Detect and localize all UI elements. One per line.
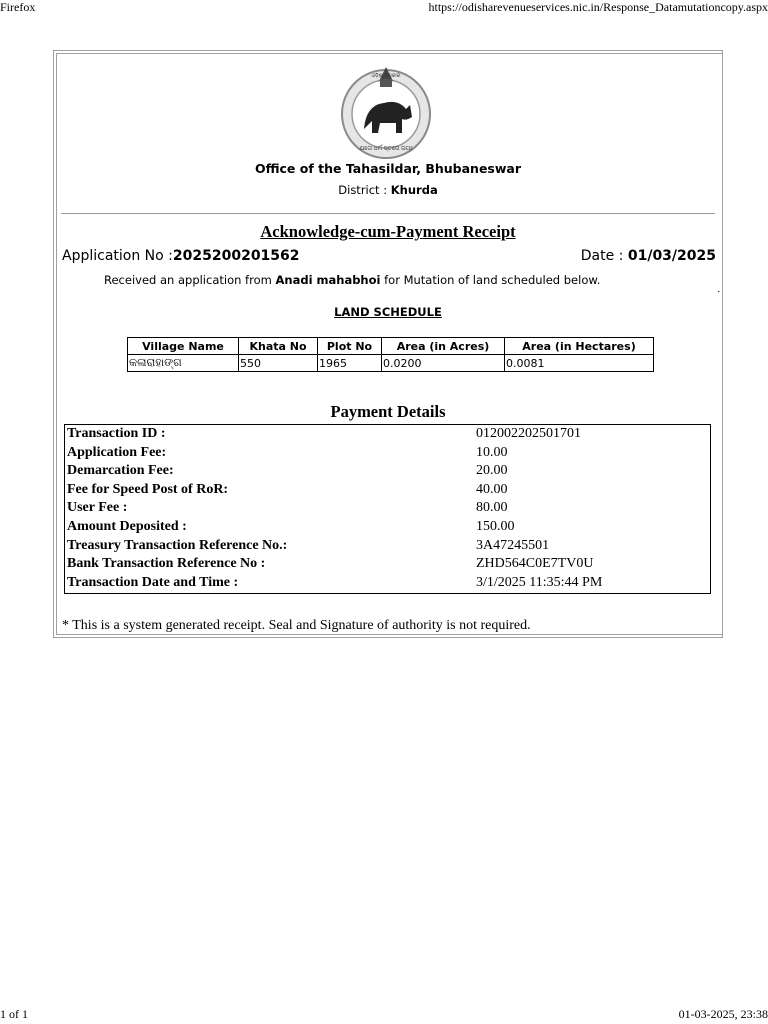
cell-plot-no: 1965	[318, 355, 382, 372]
land-schedule-table	[127, 337, 654, 372]
transaction-datetime-label: Transaction Date and Time :	[67, 574, 239, 590]
receipt-title: Acknowledge-cum-Payment Receipt	[260, 222, 516, 241]
transaction-id-value: 012002202501701	[476, 426, 581, 441]
treasury-ref-label: Treasury Transaction Reference No.:	[67, 537, 288, 553]
user-fee-label: User Fee :	[67, 500, 128, 516]
date-label: Date :	[580, 248, 628, 264]
transaction-id-label: Transaction ID :	[67, 426, 166, 441]
office-name: Office of the Tahasildar, Bhubaneswar	[254, 161, 522, 176]
user-fee-value: 80.00	[476, 500, 508, 516]
received-prefix: Received an application from	[104, 273, 276, 287]
district-line	[57, 183, 719, 197]
speed-post-fee-value: 40.00	[476, 481, 508, 497]
page-url: https://odisharevenueservices.nic.in/Response_Datamutationcopy.aspx	[428, 0, 768, 14]
table-header-row	[128, 338, 654, 355]
payment-details-title: Payment Details	[330, 402, 446, 421]
svg-text:ଓଡ଼ିଶା ସରକାର: ଓଡ଼ିଶା ସରକାର	[371, 74, 401, 79]
cell-area-acres: 0.0200	[382, 355, 505, 372]
cell-khata-no: 550	[239, 355, 318, 372]
applicant-name: Anadi mahabhoi	[275, 273, 381, 287]
stray-dot: .	[717, 284, 720, 295]
application-number	[62, 248, 300, 264]
odisha-emblem-icon	[336, 59, 436, 159]
transaction-datetime-value: 3/1/2025 11:35:44 PM	[476, 574, 603, 590]
bank-ref-value: ZHD564C0E7TV0U	[476, 556, 594, 572]
print-header	[0, 0, 768, 16]
land-schedule-title: LAND SCHEDULE	[334, 305, 442, 319]
received-suffix: for Mutation of land scheduled below.	[380, 273, 601, 287]
print-datetime: 01-03-2025, 23:38	[678, 1007, 768, 1021]
application-number-label: Application No :	[62, 248, 173, 264]
date-value: 01/03/2025	[627, 248, 716, 264]
col-area-hectares: Area (in Hectares)	[505, 338, 654, 355]
browser-name: Firefox	[0, 0, 36, 14]
receipt-frame	[53, 50, 723, 638]
divider	[61, 213, 715, 214]
print-footer	[0, 1008, 768, 1024]
page-count: 1 of 1	[0, 1007, 28, 1021]
amount-deposited-label: Amount Deposited :	[67, 519, 187, 534]
receipt-inner-frame	[56, 53, 723, 635]
bank-ref-label: Bank Transaction Reference No :	[67, 556, 266, 572]
demarcation-fee-label: Demarcation Fee:	[67, 463, 174, 479]
demarcation-fee-value: 20.00	[476, 463, 508, 479]
amount-deposited-value: 150.00	[476, 519, 515, 534]
col-area-acres: Area (in Acres)	[382, 338, 505, 355]
district-label: District :	[338, 183, 391, 197]
treasury-ref-value: 3A47245501	[476, 537, 550, 553]
col-plot-no: Plot No	[318, 338, 382, 355]
application-number-value: 2025200201562	[172, 248, 300, 264]
application-fee-value: 10.00	[476, 444, 508, 460]
cell-village-name: କଳାରାହାଙ୍ଗ	[128, 355, 239, 372]
cell-area-hectares: 0.0081	[505, 355, 654, 372]
table-row	[128, 355, 654, 372]
col-village-name: Village Name	[128, 338, 239, 355]
col-khata-no: Khata No	[239, 338, 318, 355]
svg-text:ଯତୋ ଧର୍ମ ସ୍ତତୋ ଜୟଃ: ଯତୋ ଧର୍ମ ସ୍ତତୋ ଜୟଃ	[359, 146, 413, 152]
speed-post-fee-label: Fee for Speed Post of RoR:	[67, 481, 229, 497]
receipt-date	[581, 248, 716, 264]
system-generated-note: * This is a system generated receipt. Seal and Signature of authority is not required.	[62, 618, 531, 633]
district-value: Khurda	[390, 183, 438, 197]
received-text	[104, 273, 600, 287]
payment-details-box	[64, 424, 711, 594]
application-fee-label: Application Fee:	[67, 444, 167, 460]
